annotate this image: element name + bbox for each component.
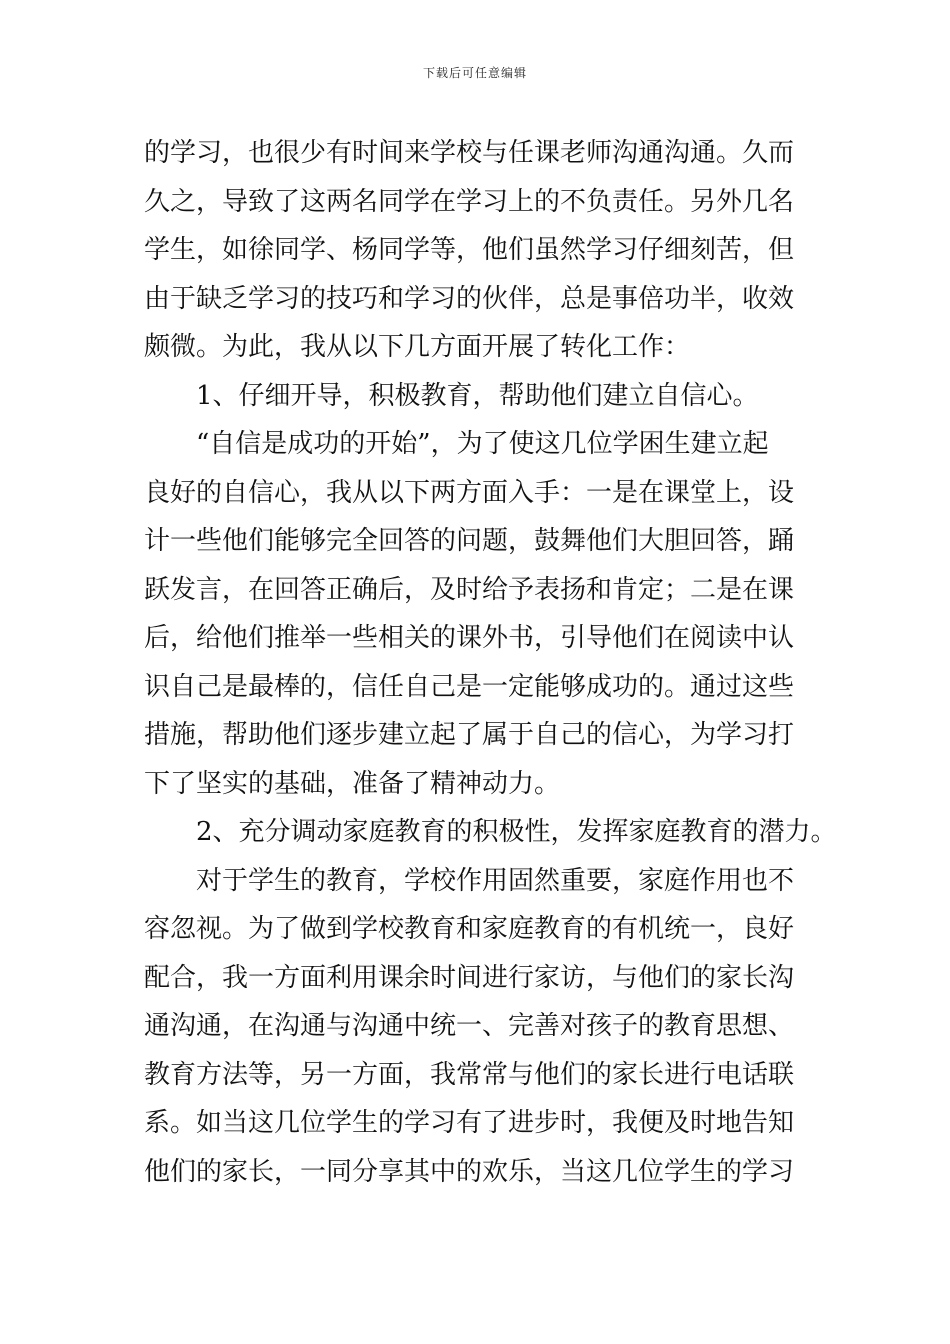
document-body	[144, 129, 837, 1196]
section-heading-1: 1、仔细开导，积极教育，帮助他们建立自信心。	[196, 380, 759, 411]
text-line: 良好的自信心，我从以下两方面入手：一是在课堂上，设	[144, 477, 795, 508]
text-line: 跃发言，在回答正确后，及时给予表扬和肯定；二是在课	[144, 574, 795, 605]
paragraph-start: “自信是成功的开始”，为了使这几位学困生建立起	[196, 429, 769, 459]
text-line: 的学习，也很少有时间来学校与任课老师沟通沟通。久而	[144, 138, 795, 168]
text-line: 配合，我一方面利用课余时间进行家访，与他们的家长沟	[144, 962, 795, 993]
paragraph-start: 对于学生的教育，学校作用固然重要，家庭作用也不	[196, 865, 795, 896]
text-line: 颇微。为此，我从以下几方面开展了转化工作：	[144, 332, 691, 362]
text-line: 计一些他们能够完全回答的问题，鼓舞他们大胆回答，踊	[144, 526, 795, 556]
section-heading-2: 2、充分调动家庭教育的积极性，发挥家庭教育的潜力。	[196, 817, 837, 847]
text-line: 识自己是最棒的，信任自己是一定能够成功的。通过这些	[144, 671, 795, 702]
text-line: 由于缺乏学习的技巧和学习的伙伴，总是事倍功半，收效	[144, 283, 795, 314]
text-line: 教育方法等，另一方面，我常常与他们的家长进行电话联	[144, 1059, 795, 1090]
text-line: 容忽视。为了做到学校教育和家庭教育的有机统一，良好	[144, 914, 795, 944]
text-line: 系。如当这几位学生的学习有了进步时，我便及时地告知	[144, 1108, 795, 1138]
text-line: 下了坚实的基础，准备了精神动力。	[144, 768, 561, 799]
text-line: 他们的家长，一同分享其中的欢乐，当这几位学生的学习	[144, 1156, 795, 1187]
text-line: 措施，帮助他们逐步建立起了属于自己的信心，为学习打	[144, 720, 795, 750]
text-line: 通沟通，在沟通与沟通中统一、完善对孩子的教育思想、	[144, 1011, 795, 1041]
page-header: 下载后可任意编辑	[422, 66, 527, 80]
text-line: 学生，如徐同学、杨同学等，他们虽然学习仔细刻苦，但	[144, 235, 795, 265]
text-line: 后，给他们推举一些相关的课外书，引导他们在阅读中认	[144, 623, 795, 653]
text-line: 久之，导致了这两名同学在学习上的不负责任。另外几名	[144, 186, 795, 217]
